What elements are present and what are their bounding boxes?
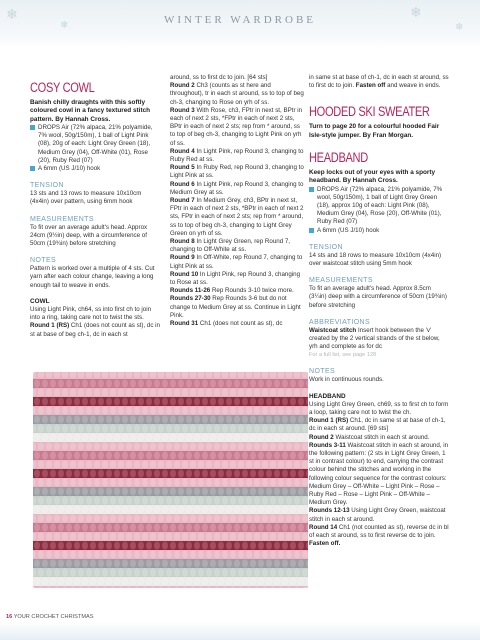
cowl-rounds [170, 74, 305, 328]
cowl-swatch-photo [33, 372, 308, 588]
pattern-round: Round 8 In Light Grey Green, rep Round 7, changing to Off-White at ss. [170, 238, 291, 254]
headband-notes: Work in continuous rounds. [309, 376, 384, 384]
snowflake-icon: ❄ [455, 22, 464, 33]
headband-rounds [309, 417, 449, 548]
headband-section-text: Using Light Grey Green, ch69, ss to first ch to form a loop, taking care not to twist the ch. [309, 400, 449, 417]
abbreviation-text: Waistcoat stitch Insert hook between the 'v' created by the 2 vertical strands of the st below, yrh and complete as for dc [309, 326, 440, 351]
pattern-round: Rounds 27-30 Rep Rounds 3-6 but do not change to Medium Grey at ss. Continue in Light Pink. [170, 295, 301, 319]
cowl-section-text: Using Light Pink, ch64, ss into first ch to join into a ring, taking care not to twist the sts. Round 1 (RS) Ch1 (does not count as st), dc in st at base of beg ch-1, dc in each st [30, 305, 160, 338]
snowflake-icon: ❄ [60, 20, 69, 31]
pattern-round: Rounds 12-13 Using Light Grey Green, waistcoat stitch in each st around. [309, 507, 446, 523]
subheading: NOTES [30, 257, 57, 265]
material-item: DROPS Air (72% alpaca, 21% polyamide, 7% wool, 50g/150m), 1 ball of Light Pink (08), 20g of each: Light Grey Green (18), Medium Grey (04), Off-White (01), Rose (20), Ruby Red (07) [30, 124, 160, 165]
material-item: DROPS Air (72% alpaca, 21% polyamide, 7% wool, 50g/150m), 1 ball of Light Grey Green (18), approx 10g of each: Light Pink (08), Medium Grey (04), Rose (20), Off-White (01), Ruby Red (07) [309, 186, 449, 227]
column-cowl-rounds [170, 74, 305, 328]
cowl-tension: 13 sts and 13 rows to measure 10x10cm (4x4in) over pattern, using 6mm hook [30, 190, 142, 206]
column-headband [309, 74, 449, 549]
hooded-sweater-text: Turn to page 20 for a colourful hooded Fair Isle-style jumper. By Fran Morgan. [309, 123, 440, 139]
footer-band [0, 622, 480, 640]
snowflake-icon: ❄ [6, 6, 18, 22]
headband-section-heading: HEADBAND [309, 392, 346, 400]
pattern-round: Round 2 Ch3 (counts as st here and throughout), tr in each st around, ss to top of beg ch-3, changing to Rose on yrh of ss. [170, 82, 304, 106]
cowl-notes: Pattern is worked over a multiple of 4 sts. Cut yarn after each colour change, leaving a long enough tail to weave in ends. [30, 265, 155, 289]
bullet-icon [30, 166, 35, 171]
headband-title: HEADBAND [309, 150, 368, 165]
pattern-round: Rounds 11-26 Rep Rounds 3-10 twice more. [170, 287, 294, 295]
subheading: MEASUREMENTS [30, 215, 94, 223]
snowflake-icon: ❄ [410, 4, 422, 20]
column-cowl [30, 74, 160, 339]
subheading: MEASUREMENTS [309, 277, 373, 285]
subheading: NOTES [309, 368, 336, 376]
pattern-round: Round 2 Waistcoat stitch in each st around. [309, 433, 430, 441]
subheading: TENSION [30, 182, 64, 190]
abbreviation-note: For a full list, see page 128 [309, 352, 377, 359]
swatch-image [33, 372, 308, 588]
headband-tension: 14 sts and 18 rows to measure 10x10cm (4x4in) over waistcoat stitch using 5mm hook [309, 251, 442, 268]
pattern-round: around, ss to first dc to join. [64 sts] [170, 74, 268, 81]
subheading: ABBREVIATIONS [309, 318, 371, 326]
pattern-round: Round 14 Ch1 (not counted as st), reverse dc in bl of each st around, ss to first reverse dc to join. Fasten off. [309, 523, 449, 548]
subheading: TENSION [309, 243, 343, 251]
cowl-intro: Banish chilly draughts with this softly coloured cowl in a fancy textured stitch pattern. By Hannah Cross. [30, 99, 151, 123]
headband-measurements: To fit an average adult's head. Approx 8.5cm (3¼in) deep with a circumference of 50cm (19¾in) before stretching [309, 285, 447, 309]
pattern-round: Rounds 3-11 Waistcoat stitch in each st around, in the following pattern: (2 sts in Light Grey Green, 1 st in contrast colour) to end, carrying the contrast colour behind the stitches and working in the following colour sequence for the contrast colours: Medium Grey – Off-White – Light Pink – Rose – Ruby Red – Rose – Light Pink – Off-White – Medium Grey. [309, 441, 449, 507]
pattern-round: Round 31 Ch1 (does not count as st), dc [170, 320, 283, 328]
bullet-icon [309, 187, 314, 192]
pattern-round: Round 4 In Light Pink, rep Round 3, changing to Ruby Red at ss. [170, 147, 304, 164]
page-footer: 16 YOUR CROCHET CHRISTMAS [6, 614, 94, 620]
pattern-round: Round 3 With Rose, ch3, FPtr in next st, BPtr in each of next 2 sts, *FPtr in each of next 2 sts, BPtr in each of next 2 sts; rep from * around, ss to top of beg ch-3, changing to Light Pink on yrh of ss. [170, 106, 303, 147]
cowl-section-heading: COWL [30, 297, 50, 305]
page-header-title: WINTER WARDROBE [163, 14, 317, 26]
pattern-round: Round 10 In Light Pink, rep Round 3, changing to Rose at ss. [170, 270, 301, 287]
headband-intro: Keep locks out of your eyes with a sporty headband. By Hannah Cross. [309, 169, 436, 185]
cowl-measurements: To fit over an average adult's head. Approx 24cm (9½in) deep, with a circumference of 50cm (19¾in) before stretching [30, 223, 148, 247]
material-item: A 6mm (US J/10) hook [309, 227, 449, 235]
hooded-sweater-title: HOODED SKI SWEATER [309, 104, 430, 120]
pattern-round: Round 5 In Ruby Red, rep Round 3, changing to Light Pink at ss. [170, 164, 304, 180]
bullet-icon [30, 125, 35, 130]
cowl-finish: in same st at base of ch-1, dc in each st around, ss to first dc to join. Fasten off and weave in ends. [309, 74, 449, 90]
pattern-round: Round 1 (RS) Ch1, dc in same st at base of ch-1, dc in each st around. [69 sts] [309, 417, 446, 433]
material-item: A 6mm (US J/10) hook [30, 165, 160, 173]
pattern-round: Round 6 In Light Pink, rep Round 3, changing to Medium Grey at ss. [170, 180, 304, 196]
pattern-round: Round 7 In Medium Grey, ch3, BPtr in next st, FPtr in each of next 2 sts, *BPtr in each of next 2 sts, FPtr in each of next 2 sts; rep from * around, ss to top of beg ch-3, changing to Light Grey Green on yrh of ss. [170, 197, 304, 237]
cowl-title: COSY COWL [30, 80, 95, 95]
bullet-icon [309, 228, 314, 233]
pattern-round: Round 9 In Off-White, rep Round 7, changing to Light Pink at ss. [170, 254, 303, 270]
